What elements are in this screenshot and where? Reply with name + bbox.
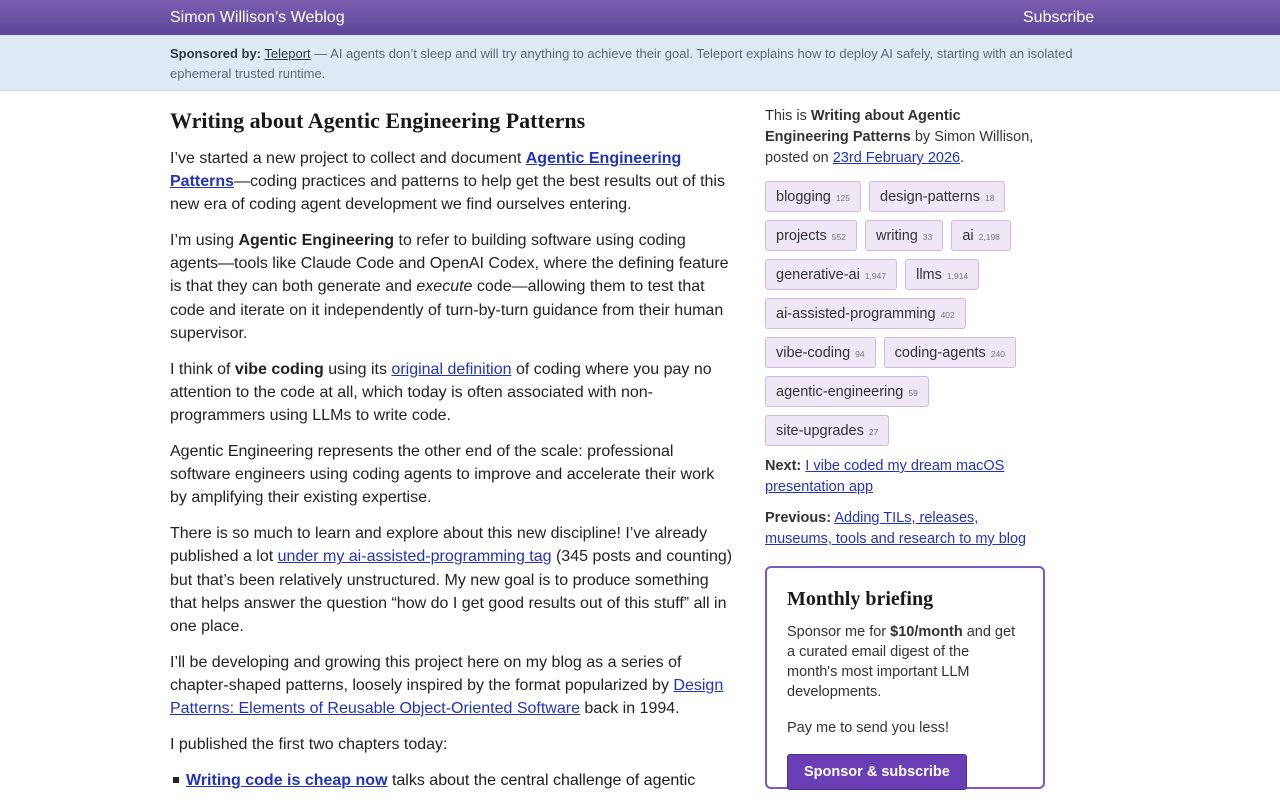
site-header [0,0,1280,35]
tag-label: generative-ai [776,267,860,283]
tag-label: ai [962,228,974,244]
text: . [960,150,965,166]
post-meta [765,106,1045,169]
tag-site-upgrades[interactable] [765,415,889,446]
text: to refer to building software using coding agents—tools like Claude Code and OpenAI Codex, where the defining feature is that they can both generate and [170,232,729,296]
ai-assisted-programming-tag-link[interactable]: under my ai-assisted-programming tag [277,548,552,566]
original-definition-link[interactable]: original definition [391,360,512,378]
list-item [186,769,735,792]
tag-label: blogging [776,189,831,205]
tag-ai-assisted-programming[interactable] [765,298,966,329]
text: back in 1994. [579,699,680,717]
text: and get a curated email digest of the month's most important LLM developments. [787,624,1016,700]
next-label: Next: [765,458,802,474]
bold-term: Agentic Engineering [238,232,395,250]
text: of coding where you pay no attention to the code at all, which today is often associated with non-programmers using LLMs to write code. [170,360,712,424]
paragraph-4: Agentic Engineering represents the other end of the scale: professional software engineers using coding agents to improve and accelerate their work by amplifying their existing expertise. [170,443,715,507]
chapter-link[interactable]: Writing code is cheap now [186,772,388,790]
tag-label: vibe-coding [776,345,851,361]
next-post-link[interactable]: I vibe coded my dream macOS presentation app [765,458,1005,495]
paragraph-6 [170,651,735,720]
agentic-engineering-patterns-link[interactable]: Agentic Engineering Patterns [170,150,682,191]
tag-label: ai-assisted-programming [776,306,936,322]
tag-count: 18 [984,193,995,203]
bold-term: vibe coding [234,360,324,378]
tag-count: 1,947 [864,271,887,281]
tag-count: 1,914 [946,271,969,281]
tag-blogging[interactable] [765,181,861,212]
text: This is [765,108,811,124]
tag-projects[interactable] [765,220,857,251]
tag-generative-ai[interactable] [765,259,897,290]
tag-list [765,181,1045,446]
paragraph-2 [170,229,735,344]
text: I think of [170,360,235,378]
text: I’ve started a new project to collect and document [170,150,526,167]
article-title: Writing about Agentic Engineering Patterns [170,108,586,133]
tag-vibe-coding[interactable] [765,337,876,368]
tag-count: 27 [868,427,879,437]
sponsor-link[interactable]: Teleport [264,46,311,61]
sponsor-description: — AI agents don’t sleep and will try anything to achieve their goal. Teleport explains how to deploy AI safely, starting with an isolated ephemeral trusted runtime. [170,46,1073,81]
previous-post-link[interactable]: Adding TILs, releases, museums, tools and research to my blog [765,510,1027,547]
tag-count: 2,198 [978,232,1000,242]
tag-ai[interactable] [951,220,1011,251]
sidebar [765,106,1045,550]
tag-count: 59 [908,388,918,398]
sponsor-prefix: Sponsored by: [170,46,262,61]
sponsor-text [170,44,1075,83]
tag-count: 402 [940,310,955,320]
monthly-briefing-box [765,566,1045,789]
tag-label: site-upgrades [776,423,864,439]
sponsor-subscribe-button[interactable]: Sponsor & subscribe [787,754,967,790]
tag-count: 33 [922,232,933,242]
chapter-list [186,769,735,792]
tag-label: llms [916,267,942,283]
tag-label: coding-agents [894,345,986,361]
tag-coding-agents[interactable] [884,337,1016,368]
text: Sponsor me for [787,624,891,640]
post-date-link[interactable]: 23rd February 2026 [832,150,961,166]
article [170,106,735,792]
tag-label: design-patterns [880,189,980,205]
tag-llms[interactable] [905,259,979,290]
next-post [765,456,1045,498]
site-title-link[interactable]: Simon Willison’s Weblog [170,9,345,26]
text: There is so much to learn and explore about this new discipline! I’ve already published a lot [170,525,708,566]
text: by Simon Willison, posted on [765,129,1034,166]
briefing-price: $10/month [890,624,963,640]
text: talks about the central challenge of agentic [387,772,696,790]
design-patterns-book-link[interactable]: Design Patterns: Elements of Reusable Object-Oriented Software [170,676,724,717]
previous-post [765,508,1045,550]
italic-term: execute [416,278,473,296]
bullet-icon [173,777,179,783]
tag-count: 552 [831,232,846,242]
text: I’ll be developing and growing this project here on my blog as a series of chapter-shaped patterns, loosely inspired by the format popularized by [170,653,682,694]
subscribe-link[interactable]: Subscribe [1023,9,1095,26]
briefing-tagline: Pay me to send you less! [787,720,949,736]
tag-agentic-engineering[interactable] [765,376,929,407]
tag-count: 125 [835,193,851,203]
paragraph-1 [170,147,735,216]
tag-count: 240 [990,349,1005,359]
paragraph-7: I published the first two chapters today: [170,736,448,754]
text: (345 posts and counting) but that’s been relatively unstructured. My new goal is to produce something that helps answer the question “how do I get good results out of this stuff” all in one place. [170,548,733,635]
tag-count: 94 [855,349,865,359]
briefing-title: Monthly briefing [787,588,934,610]
sponsor-banner [0,35,1280,91]
tag-label: agentic-engineering [776,384,904,400]
text: code—allowing them to test that code and iterate on it independently of turn-by-turn guidance from their human supervisor. [170,278,724,342]
tag-design-patterns[interactable] [869,181,1005,212]
text: I’m using [170,232,239,250]
paragraph-3 [170,358,735,427]
previous-label: Previous: [765,510,832,526]
tag-writing[interactable] [865,220,943,251]
briefing-description [787,622,1023,702]
text: —coding practices and patterns to help get the best results out of this new era of coding agent development we find ourselves entering. [170,173,725,214]
tag-label: projects [776,228,827,244]
text: using its [323,360,392,378]
post-title: Writing about Agentic Engineering Patterns [765,108,961,145]
paragraph-5 [170,522,735,637]
tag-label: writing [875,228,918,244]
